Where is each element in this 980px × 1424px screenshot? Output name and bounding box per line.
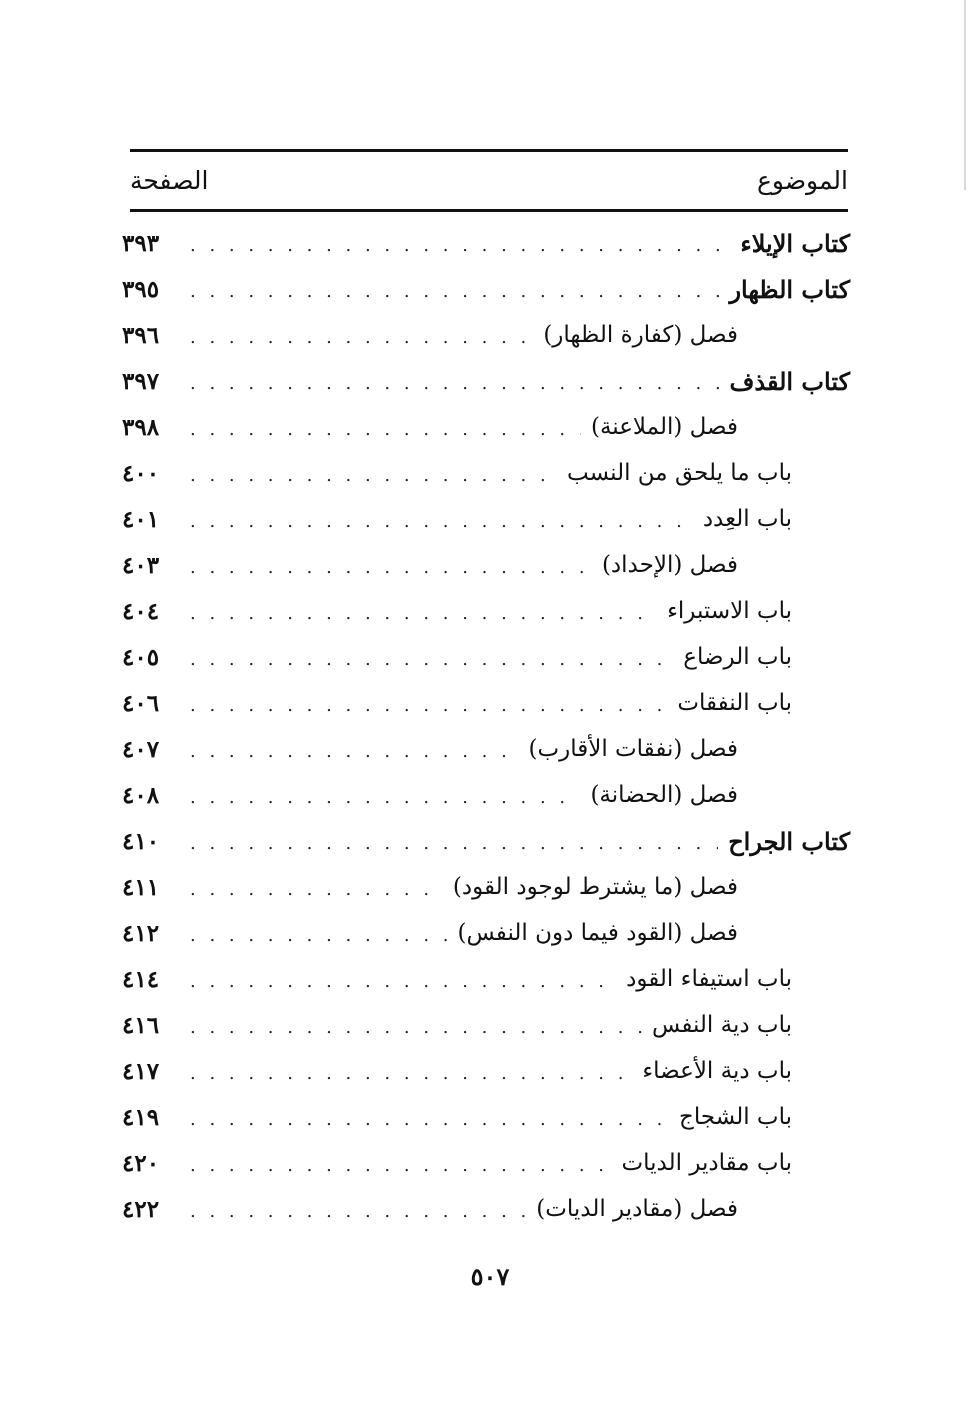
toc-entry-title: باب مقادير الديات xyxy=(621,1150,792,1176)
toc-entry xyxy=(122,1002,850,1048)
toc-entry xyxy=(122,542,850,588)
toc-entry-title: باب الاستبراء xyxy=(667,598,792,624)
toc-entry-title: باب ما يلحق من النسب xyxy=(567,460,792,486)
dot-leader xyxy=(190,1105,669,1130)
toc-entry xyxy=(122,404,850,450)
dot-leader xyxy=(190,645,673,670)
topic-column-label: الموضوع xyxy=(757,165,848,195)
toc-entry-page: ٤٠٣ xyxy=(122,551,160,579)
dot-leader xyxy=(190,323,533,348)
dot-leader xyxy=(190,829,718,854)
toc-entry-page: ٤٠٧ xyxy=(122,735,160,763)
toc-entry-title: باب الرضاع xyxy=(683,644,792,670)
toc-entry-page: ٤٠١ xyxy=(122,505,160,533)
header-rule xyxy=(130,209,848,212)
toc-entry-page: ٤١٠ xyxy=(122,827,160,855)
toc-entry-page: ٣٩٥ xyxy=(122,275,160,303)
toc-list xyxy=(122,220,850,1232)
toc-entry-title: كتاب الظهار xyxy=(729,274,850,304)
toc-entry-title: كتاب الإيلاء xyxy=(740,228,850,258)
dot-leader xyxy=(190,737,518,762)
dot-leader xyxy=(190,921,448,946)
toc-entry-title: باب دية الأعضاء xyxy=(642,1058,792,1084)
dot-leader xyxy=(190,875,443,900)
toc-entry xyxy=(122,864,850,910)
toc-entry-page: ٤٢٠ xyxy=(122,1149,160,1177)
toc-entry xyxy=(122,818,850,864)
toc-entry-title: باب دية النفس xyxy=(652,1012,792,1038)
toc-entry-page: ٤١٧ xyxy=(122,1057,160,1085)
toc-entry xyxy=(122,266,850,312)
toc-entry-title: كتاب الجراح xyxy=(728,826,850,856)
toc-entry-page: ٣٩٨ xyxy=(122,413,160,441)
toc-entry-page: ٤١١ xyxy=(122,873,160,901)
toc-entry xyxy=(122,680,850,726)
toc-entry xyxy=(122,1140,850,1186)
dot-leader xyxy=(190,967,616,992)
toc-entry-title: باب الشجاج xyxy=(679,1104,792,1130)
toc-entry-page: ٤١٦ xyxy=(122,1011,160,1039)
toc-entry-page: ٤٠٠ xyxy=(122,459,160,487)
toc-entry-title: فصل (نفقات الأقارب) xyxy=(528,736,738,762)
toc-entry xyxy=(122,1094,850,1140)
toc-entry xyxy=(122,910,850,956)
dot-leader xyxy=(190,415,581,440)
toc-entry-title: باب النفقات xyxy=(677,690,792,716)
toc-entry-page: ٣٩٧ xyxy=(122,367,160,395)
page-number: ٥٠٧ xyxy=(470,1262,510,1291)
dot-leader xyxy=(190,691,667,716)
toc-entry-page: ٤٠٦ xyxy=(122,689,160,717)
toc-entry xyxy=(122,450,850,496)
toc-entry-title: كتاب القذف xyxy=(729,366,850,396)
dot-leader xyxy=(190,277,719,302)
toc-entry xyxy=(122,1048,850,1094)
dot-leader xyxy=(190,783,580,808)
toc-entry xyxy=(122,358,850,404)
dot-leader xyxy=(190,1059,632,1084)
toc-entry-page: ٤٢٢ xyxy=(122,1195,160,1223)
dot-leader xyxy=(190,599,657,624)
dot-leader xyxy=(190,1013,642,1038)
toc-entry-title: فصل (كفارة الظهار) xyxy=(543,322,738,348)
dot-leader xyxy=(190,507,693,532)
toc-entry xyxy=(122,772,850,818)
toc-entry xyxy=(122,588,850,634)
toc-entry-title: فصل (الملاعنة) xyxy=(590,414,738,440)
toc-entry-title: فصل (مقادير الديات) xyxy=(536,1196,738,1222)
toc-entry-page: ٤٠٥ xyxy=(122,643,160,671)
toc-entry xyxy=(122,1186,850,1232)
toc-entry-page: ٤١٢ xyxy=(122,919,160,947)
toc-entry xyxy=(122,496,850,542)
toc-entry-page: ٤٠٤ xyxy=(122,597,160,625)
dot-leader xyxy=(190,1151,611,1176)
toc-entry-page: ٤١٩ xyxy=(122,1103,160,1131)
page-column-label: الصفحة xyxy=(130,165,209,195)
toc-entry xyxy=(122,634,850,680)
dot-leader xyxy=(190,553,592,578)
toc-entry-title: فصل (الإحداد) xyxy=(601,552,738,578)
dot-leader xyxy=(190,231,730,256)
toc-entry-title: باب استيفاء القود xyxy=(626,966,792,992)
toc-entry-title: فصل (القود فيما دون النفس) xyxy=(457,920,738,946)
toc-entry xyxy=(122,956,850,1002)
toc-entry-title: فصل (الحضانة) xyxy=(590,782,738,808)
toc-entry-page: ٣٩٣ xyxy=(122,229,160,257)
page-edge-mark xyxy=(964,0,966,190)
toc-header xyxy=(130,152,848,208)
dot-leader xyxy=(190,461,557,486)
toc-entry-title: باب العِدد xyxy=(702,506,792,532)
toc-entry-page: ٣٩٦ xyxy=(122,321,160,349)
toc-entry-title: فصل (ما يشترط لوجود القود) xyxy=(452,874,738,900)
toc-entry xyxy=(122,726,850,772)
toc-entry xyxy=(122,312,850,358)
toc-entry-page: ٤١٤ xyxy=(122,965,160,993)
dot-leader xyxy=(190,1197,526,1222)
dot-leader xyxy=(190,369,719,394)
toc-entry-page: ٤٠٨ xyxy=(122,781,160,809)
toc-entry xyxy=(122,220,850,266)
